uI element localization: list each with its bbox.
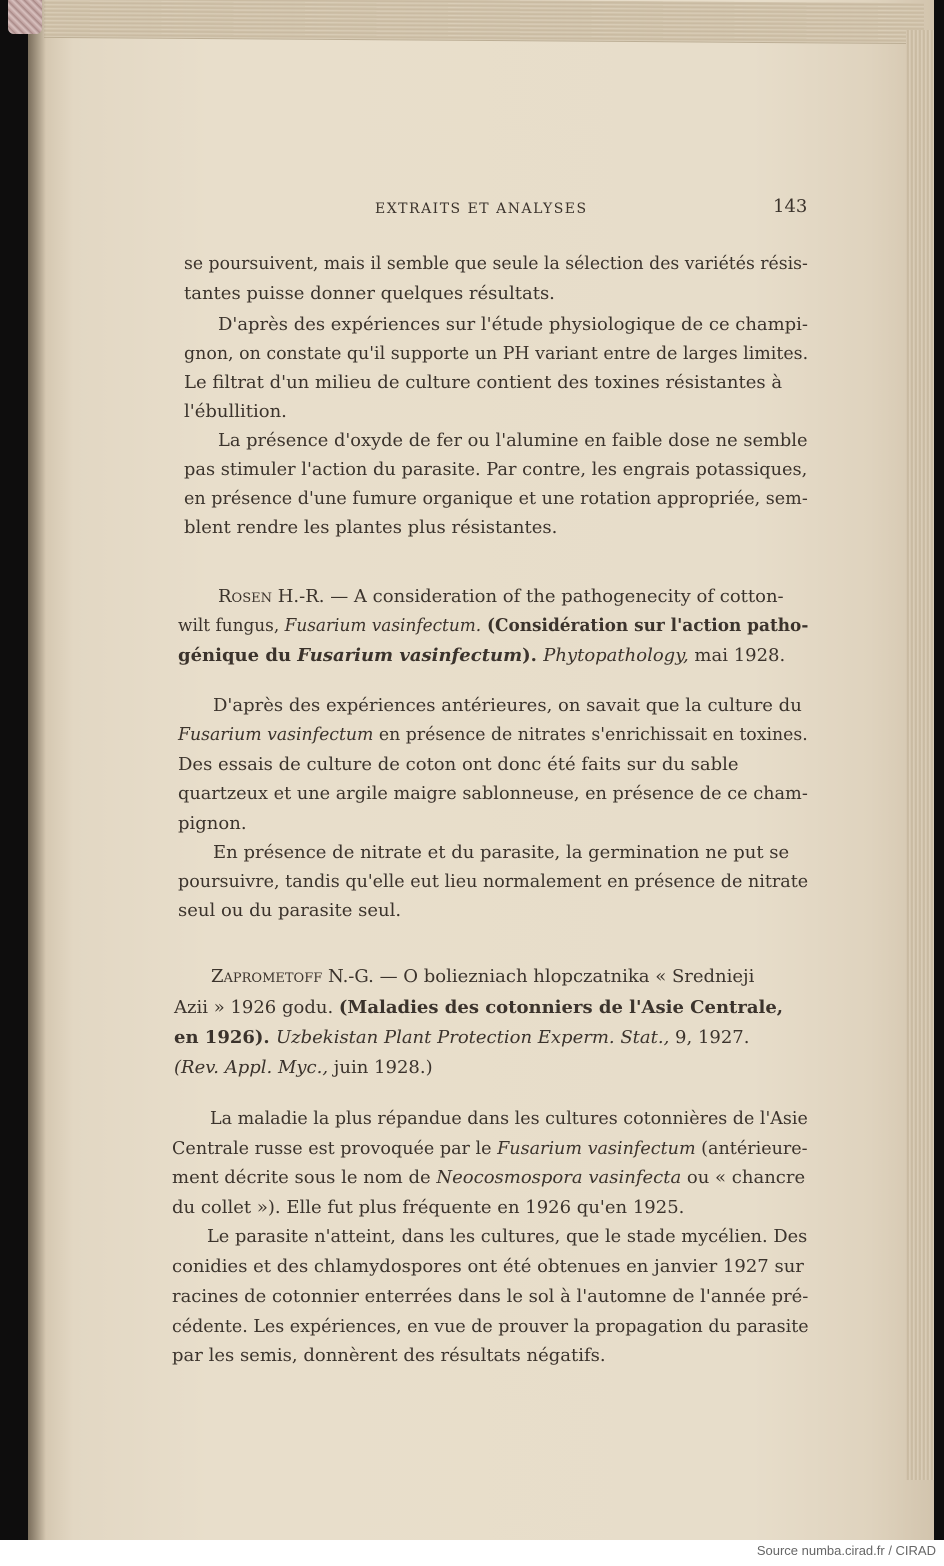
journal-name: (Rev. Appl. Myc., [174, 1057, 329, 1078]
reference-line [174, 1057, 433, 1079]
translated-title: génique du [178, 645, 298, 666]
text-line: pignon. [178, 813, 247, 834]
species-name: Fusarium vasinfectum. [284, 615, 482, 636]
text-line: poursuivre, tandis qu'elle eut lieu normalement en présence de nitrate [178, 871, 809, 892]
author-name: Rosen [218, 586, 272, 607]
text-line: La maladie la plus répandue dans les cultures cotonnières de l'Asie [210, 1108, 808, 1129]
reference-line [174, 1027, 749, 1049]
text-line: par les semis, donnèrent des résultats négatifs. [172, 1345, 606, 1366]
text-line: seul ou du parasite seul. [178, 900, 402, 921]
text-line: tantes puisse donner quelques résultats. [184, 283, 555, 304]
species-name: Neocosmospora vasinfecta [436, 1167, 682, 1188]
species-name: Fusarium vasinfectum [178, 724, 374, 745]
text-line: D'après des expériences sur l'étude physiologique de ce champi- [218, 314, 808, 335]
reference-zaprometoff [211, 966, 754, 988]
text-line: blent rendre les plantes plus résistantes. [184, 517, 558, 538]
reference-line [178, 615, 808, 637]
species-name: Fusarium vasinfectum [497, 1138, 696, 1159]
page-number: 143 [773, 196, 808, 217]
text-line: se poursuivent, mais il semble que seule la sélection des variétés résis- [184, 253, 808, 274]
text-line: Le filtrat d'un milieu de culture contient des toxines résistantes à [184, 372, 783, 393]
text-line: D'après des expériences antérieures, on savait que la culture du [213, 695, 802, 716]
text-fragment: (antérieure- [695, 1138, 808, 1159]
text-line: Des essais de culture de coton ont donc été faits sur du sable [178, 754, 739, 775]
text-line: en présence d'une fumure organique et une rotation appropriée, sem- [184, 488, 808, 509]
reference-text: wilt fungus, [178, 615, 285, 636]
reference-line [178, 645, 785, 667]
text-line: gnon, on constate qu'il supporte un PH variant entre de larges limites. [184, 343, 809, 364]
reference-text: Azii » 1926 godu. [174, 997, 339, 1018]
text-line [172, 1167, 805, 1189]
text-line: cédente. Les expériences, en vue de prouver la propagation du parasite [172, 1316, 809, 1337]
text-line: Le parasite n'atteint, dans les cultures, que le stade mycélien. Des [207, 1226, 808, 1247]
journal-name: Uzbekistan Plant Protection Experm. Stat., [275, 1027, 670, 1048]
translated-title: (Maladies des cotonniers de l'Asie Centrale, [338, 997, 784, 1018]
journal-name: Phytopathology, [543, 645, 689, 666]
running-header: EXTRAITS ET ANALYSES [375, 201, 588, 217]
reference-rosen [218, 586, 784, 608]
reference-text: H.-R. — A consideration of the pathogenecity of cotton- [271, 586, 784, 607]
text-line: quartzeux et une argile maigre sablonneuse, en présence de ce cham- [178, 783, 808, 804]
source-credit: Source numba.cirad.fr / CIRAD [756, 1543, 936, 1558]
translated-title: (Considération sur l'action patho- [481, 615, 809, 636]
text-line: du collet »). Elle fut plus fréquente en 1926 qu'en 1925. [172, 1197, 685, 1218]
text-fragment: ou « chancre [681, 1167, 806, 1188]
text-line: racines de cotonnier enterrées dans le sol à l'automne de l'année pré- [172, 1286, 809, 1307]
translated-title: en 1926). [174, 1027, 276, 1048]
text-fragment: Centrale russe est provoquée par le [172, 1138, 498, 1159]
author-name: Zaprometoff [211, 966, 323, 987]
reference-text: N.-G. — O boliezniach hlopczatnika « Srednieji [322, 966, 755, 987]
reference-line [174, 997, 783, 1019]
text-line: La présence d'oxyde de fer ou l'alumine en faible dose ne semble [218, 430, 808, 451]
text-line: l'ébullition. [184, 401, 287, 422]
text-line: pas stimuler l'action du parasite. Par contre, les engrais potassiques, [184, 459, 808, 480]
translated-title: ). [522, 645, 544, 666]
publication-date: mai 1928. [688, 645, 786, 666]
species-name: Fusarium vasinfectum [297, 645, 523, 666]
text-fragment: en présence de nitrates s'enrichissait en toxines. [373, 724, 808, 745]
text-line: En présence de nitrate et du parasite, la germination ne put se [213, 842, 790, 863]
text-line [178, 724, 808, 746]
text-line [172, 1138, 808, 1160]
text-fragment: ment décrite sous le nom de [172, 1167, 437, 1188]
publication-date: juin 1928.) [328, 1057, 433, 1078]
publication-date: 9, 1927. [669, 1027, 750, 1048]
text-line: conidies et des chlamydospores ont été obtenues en janvier 1927 sur [172, 1256, 804, 1277]
